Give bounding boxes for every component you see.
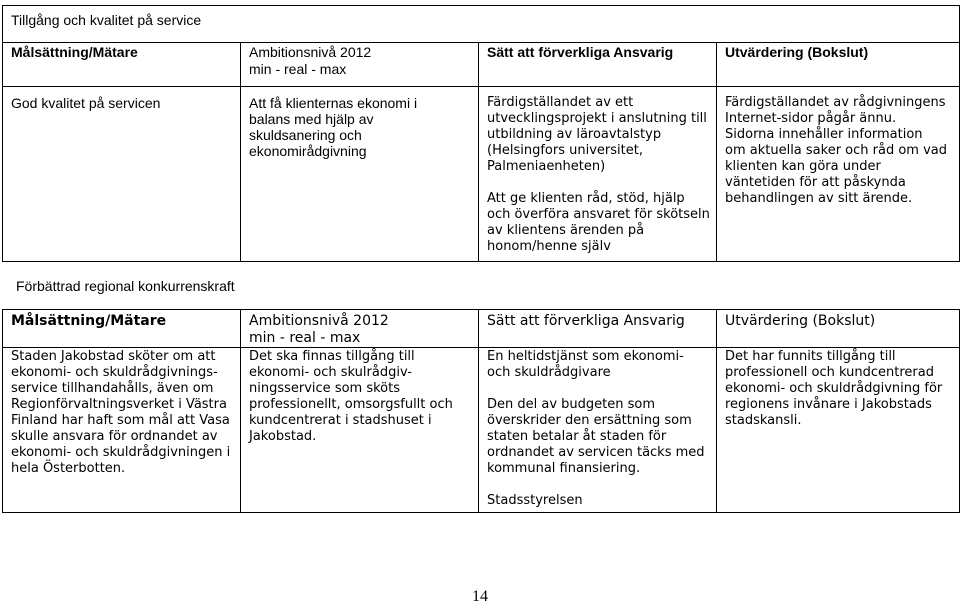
header-ambition: Ambitionsnivå 2012 min - real - max: [241, 43, 479, 87]
row-goal: God kvalitet på servicen: [3, 87, 241, 262]
header-goal: Målsättning/Mätare: [3, 310, 241, 348]
row-ambition: Att få klienternas ekonomi i balans med hjälp av skuldsanering och ekonomirådgivning: [241, 87, 479, 262]
section1-title: Tillgång och kvalitet på service: [3, 6, 960, 43]
row-method: En heltidstjänst som ekonomi- och skuldrådgivare Den del av budgeten som överskrider den ersättning som staten betalar åt staden för ordnandet av servicen täcks med kommunal finansiering. Stadsstyrelsen: [479, 348, 717, 513]
row-goal: Staden Jakobstad sköter om att ekonomi- och skuldrådgivnings- service tillhandahålls, även om Regionförvaltningsverket i Västra Finland har haft som mål att Vasa skulle ansvara för ordnandet av ekonomi- och skuldrådgivningen i hela Österbotten.: [3, 348, 241, 513]
header-method: Sätt att förverkliga Ansvarig: [479, 310, 717, 348]
header-method: Sätt att förverkliga Ansvarig: [479, 43, 717, 87]
section2-title: Förbättrad regional konkurrenskraft: [16, 278, 235, 294]
header-ambition: Ambitionsnivå 2012 min - real - max: [241, 310, 479, 348]
header-evaluation: Utvärdering (Bokslut): [717, 43, 960, 87]
row-evaluation: Det har funnits tillgång till professionell och kundcentrerad ekonomi- och skuldrådgivning för regionens invånare i Jakobstads stadskansli.: [717, 348, 960, 513]
page-number: 14: [472, 588, 488, 605]
section2-table: [2, 309, 960, 513]
section1-table: [2, 5, 960, 262]
row-method: Färdigställandet av ett utvecklingsprojekt i anslutning till utbildning av läroavtalstyp (Helsingfors universitet, Palmeniaenheten) Att ge klienten råd, stöd, hjälp och överföra ansvaret för skötseln av klientens ärenden på honom/henne själv: [479, 87, 717, 262]
row-ambition: Det ska finnas tillgång till ekonomi- och skulrådgiv- ningsservice som sköts professionellt, omsorgsfullt och kundcentrerat i stadshuset i Jakobstad.: [241, 348, 479, 513]
header-evaluation: Utvärdering (Bokslut): [717, 310, 960, 348]
row-evaluation: Färdigställandet av rådgivningens Internet-sidor pågår ännu. Sidorna innehåller information om aktuella saker och råd om vad klienten kan göra under väntetiden för att påskynda behandlingen av sitt ärende.: [717, 87, 960, 262]
header-goal: Målsättning/Mätare: [3, 43, 241, 87]
